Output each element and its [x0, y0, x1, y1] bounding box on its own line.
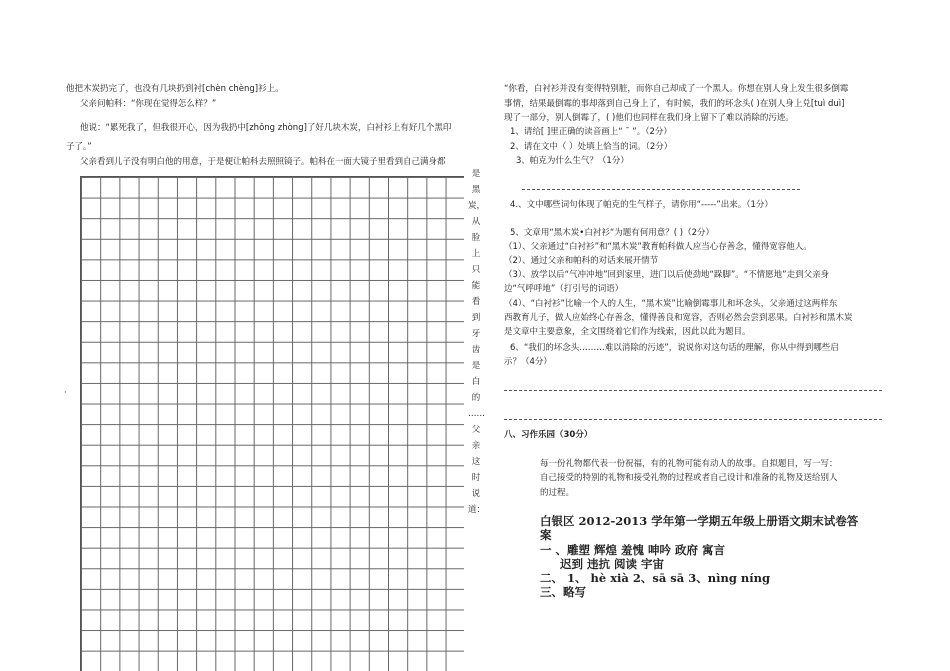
- text-line: 事情，结果最倒霉的事却落到自己身上了，有时候，我们的坏念头( )在别人身上兑[tuì duì]: [504, 99, 845, 109]
- option-4: （4）、“白衬衫”比喻一个人的人生，“黑木炭”比喻倒霉事儿和坏念头，父亲通过这两样东: [504, 299, 838, 309]
- vertical-text: [468, 166, 484, 518]
- option-4-cont: 西教育儿子，做人应始终心存善念，懂得善良和宽容，否则必然会尝到恶果。白衬衫和黑木炭: [504, 313, 853, 323]
- option-3-cont: 边“气呼呼地”（打引号的词语）: [504, 284, 624, 294]
- text-line: 子了。”: [66, 142, 92, 152]
- answer-title: 白银区 2012-2013 学年第一学期五年级上册语文期末试卷答: [540, 514, 859, 528]
- text-line: 现了一部分，别人倒霉了，( )他们也同样在我们身上留下了难以消除的污迹。: [504, 113, 794, 123]
- question-6: 6、“我们的坏念头………难以消除的污迹”，说说你对这句话的理解，你从中得到哪些启: [510, 343, 839, 353]
- vertical-char: 说: [471, 489, 481, 499]
- margin-dot: ·: [64, 388, 67, 398]
- option-1: （1）、父亲通过“白衬衫”和“黑木炭”教育帕科做人应当心存善念，懂得宽容他人。: [504, 242, 812, 252]
- answer-line-1-cont: 迟到 违抗 阅读 宇宙: [560, 557, 665, 571]
- text-line: 他说：“累死我了，但我很开心，因为我扔中[zhǒng zhòng]了好几块木炭，白衬衫上有好几个黑印: [80, 123, 452, 133]
- vertical-char: 到: [471, 313, 481, 323]
- vertical-char: 能: [471, 281, 481, 291]
- vertical-char: 黑: [471, 185, 481, 195]
- prompt-line: 的过程。: [540, 488, 575, 498]
- vertical-char: 牙: [471, 329, 481, 339]
- option-3: （3）、放学以后“气冲冲地”回到家里，进门以后使劲地“跺脚”。“不情愿地”走到父亲身: [504, 270, 830, 280]
- answer-line-2: 二、 1、 hè xià 2、sā sā 3、nìng níng: [540, 571, 770, 585]
- vertical-char: 是: [471, 361, 481, 371]
- answer-line: [504, 390, 882, 391]
- section-heading: 八、习作乐园（30分）: [504, 430, 593, 440]
- answer-line-1: 一 、雕塑 辉煌 羞愧 呻吟 政府 寓言: [540, 543, 726, 557]
- option-2: （2）、通过父亲和帕科的对话来展开情节: [504, 256, 659, 266]
- vertical-char: 这: [471, 457, 481, 467]
- text-line: 父亲问帕科：“你现在觉得怎么样？”: [80, 99, 217, 109]
- question-6-cont: 示？（4分）: [504, 357, 552, 367]
- vertical-char: ……: [468, 409, 485, 419]
- answer-line: [504, 419, 882, 420]
- text-line: 他把木炭扔完了，也没有几块扔到衬[chèn chèng]衫上。: [66, 84, 284, 94]
- vertical-char: 上: [471, 249, 481, 259]
- vertical-char: 的: [471, 393, 481, 403]
- vertical-char: 父: [471, 425, 481, 435]
- vertical-char: 时: [471, 473, 481, 483]
- text-line: “你看，白衬衫并没有变得特别脏，而你自己却成了一个黑人。你想在别人身上发生很多倒霉: [504, 84, 849, 94]
- vertical-char: 脸: [471, 233, 481, 243]
- prompt-line: 自己接受的特别的礼物和接受礼物的过程或者自己设计和准备的礼物及送给别人: [540, 473, 838, 483]
- vertical-char: 亲: [471, 441, 481, 451]
- prompt-line: 每一份礼物都代表一份祝福，有的礼物可能有动人的故事。自拟题目，写一写：: [540, 459, 838, 469]
- option-4-cont: 是文章中主要意象，全文围绕着它们作为线索，因此以此为题目。: [504, 327, 751, 337]
- vertical-char: 从: [471, 217, 481, 227]
- question-4: 4.、文中哪些词句体现了帕克的生气样子，请你用“-----”出来。（1分）: [510, 200, 773, 210]
- question-5: 5、文章用“黑木炭•白衬衫“为题有何用意？( )（2分）: [510, 228, 714, 238]
- writing-grid: [80, 176, 464, 671]
- text-line: 父亲看到儿子没有明白他的用意，于是便让帕科去照照镜子。帕科在一面大镜子里看到自己满身都: [80, 157, 446, 167]
- question-1: 1、请给[ ]里正确的读音画上“ ˉ ”。（2分）: [510, 127, 672, 137]
- vertical-char: 是: [471, 169, 481, 179]
- vertical-char: 齿: [471, 345, 481, 355]
- answer-title-cont: 案: [540, 528, 552, 542]
- vertical-char: 炭，: [468, 201, 486, 211]
- vertical-char: 道：: [468, 505, 486, 515]
- answer-line-3: 三、略写: [540, 585, 586, 599]
- vertical-char: 只: [471, 265, 481, 275]
- question-3: 3、帕克为什么生气？（1分）: [516, 156, 629, 166]
- answer-line: [522, 189, 800, 190]
- question-2: 2、请在文中（ ）处填上恰当的词。（2分）: [510, 142, 673, 152]
- vertical-char: 看: [471, 297, 481, 307]
- vertical-char: 白: [471, 377, 481, 387]
